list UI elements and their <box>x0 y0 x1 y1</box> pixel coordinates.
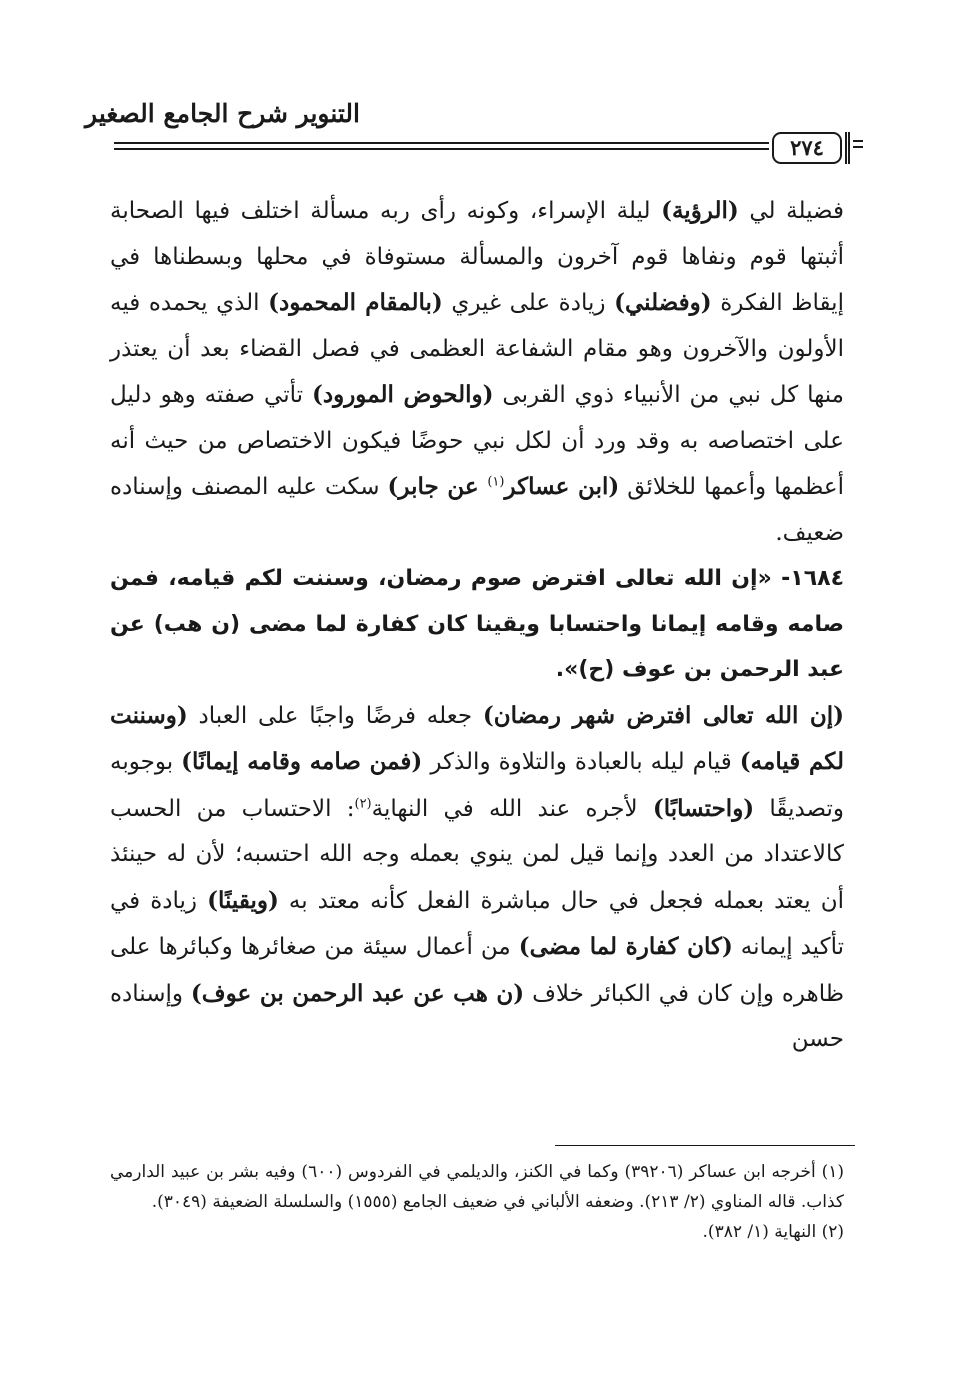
page-number-dash <box>853 140 863 148</box>
quoted-phrase: (وسننت لكم قيامه) <box>110 701 845 775</box>
quoted-phrase: (وفضلني) <box>614 289 712 316</box>
hadith-paragraph: ١٦٨٤- «إن الله تعالى افترض صوم رمضان، وسننت لكم قيامه، فمن صامه وقامه إيمانا واحتسابا ويقينا كان كفارة لما مضى (ن هب) عن عبد الرحمن بن عوف (ح)». <box>110 566 844 682</box>
footnote-separator <box>555 1145 855 1146</box>
quoted-phrase: (والحوض المورود) <box>311 381 494 408</box>
header-rule-top <box>114 142 769 144</box>
text-run: ليلة الإسراء، وكونه رأى ربه مسألة اختلف فيها الصحابة أثبتها قوم ونفاها قوم آخرون والمسألة مستوفاة في محلها وبسطناها في إيقاظ الفكرة <box>110 198 844 316</box>
quoted-phrase: (إن الله تعالى افترض شهر رمضان) <box>482 701 845 729</box>
footnote-marker: (١) <box>487 474 505 490</box>
text-run: الذي يحمده فيه الأولون والآخرون وهو مقام الشفاعة العظمى في فصل القضاء بعد أن يعتذر منها كل نبي من الأنبياء ذوي القربى <box>110 290 844 408</box>
text-run: فضيلة لي <box>738 198 844 224</box>
quoted-phrase: (ابن عساكر <box>504 473 620 500</box>
quoted-phrase: (ويقينًا) <box>207 886 279 914</box>
quoted-phrase: (بالمقام المحمود) <box>268 289 443 316</box>
text-run: : الاحتساب من الحسب كالاعتداد من العدد وإنما قيل لمن ينوي بعمله وجه الله احتسبه؛ لأن له حينئذ أن يعتد بعمله فجعل في حال مباشرة الفعل كأنه معتد به <box>110 795 844 914</box>
text-run: سكت عليه المصنف وإسناده ضعيف. <box>110 474 844 546</box>
footnote-2: (٢) النهاية (١/ ٣٨٢). <box>702 1222 844 1242</box>
text-run: بوجوبه وتصديقًا <box>110 749 844 822</box>
commentary-paragraph-2 <box>110 693 844 1063</box>
running-header-title: التنوير شرح الجامع الصغير <box>85 99 360 128</box>
footnote-marker: (٢) <box>354 795 372 811</box>
page-number-ornament <box>845 132 850 164</box>
text-run: جعله فرضًا واجبًا على العباد <box>187 702 483 729</box>
footnote-1: (١) أخرجه ابن عساكر (٣٩٢٠٦) وكما في الكنز، والديلمي في الفردوس (٦٠٠) وفيه بشر بن عبيد الدارمي كذاب. قاله المناوي (٢/ ٢١٣). وضعفه الألباني في ضعيف الجامع (١٥٥٥) والسلسلة الضعيفة (٣٠٤٩). <box>110 1162 844 1212</box>
text-run: تأتي صفته وهو دليل على اختصاصه به وقد ورد أن لكل نبي حوضًا فيكون الاختصاص من حيث أنه أعظمها وأعمها للخلائق <box>110 382 845 500</box>
quoted-phrase: (فمن صامه وقامه إيمانًا) <box>181 748 423 775</box>
text-run: زيادة على غيري <box>442 290 615 316</box>
footnotes <box>110 1157 844 1247</box>
quoted-phrase: (الرؤية) <box>661 197 739 224</box>
text-run: قيام ليله بالعبادة والتلاوة والذكر <box>422 749 740 775</box>
main-text <box>110 188 844 1063</box>
quoted-phrase: عن جابر) <box>387 473 488 500</box>
text-run: وإسناده حسن <box>110 980 844 1052</box>
text-run: زيادة في تأكيد إيمانه <box>110 887 844 960</box>
header-rule-bottom <box>114 148 769 150</box>
quoted-phrase: (واحتسابًا) <box>652 794 755 822</box>
quoted-phrase: (ن هب عن عبد الرحمن بن عوف) <box>190 979 525 1007</box>
text-run: لأجره عند الله في النهاية <box>371 795 653 822</box>
quoted-phrase: (كان كفارة لما مضى) <box>518 933 733 960</box>
text-run: من أعمال سيئة من صغائرها وكبائرها على ظاهره وإن كان في الكبائر خلاف <box>110 934 845 1007</box>
page-number: ٢٧٤ <box>772 132 842 164</box>
commentary-paragraph-1 <box>110 188 844 556</box>
